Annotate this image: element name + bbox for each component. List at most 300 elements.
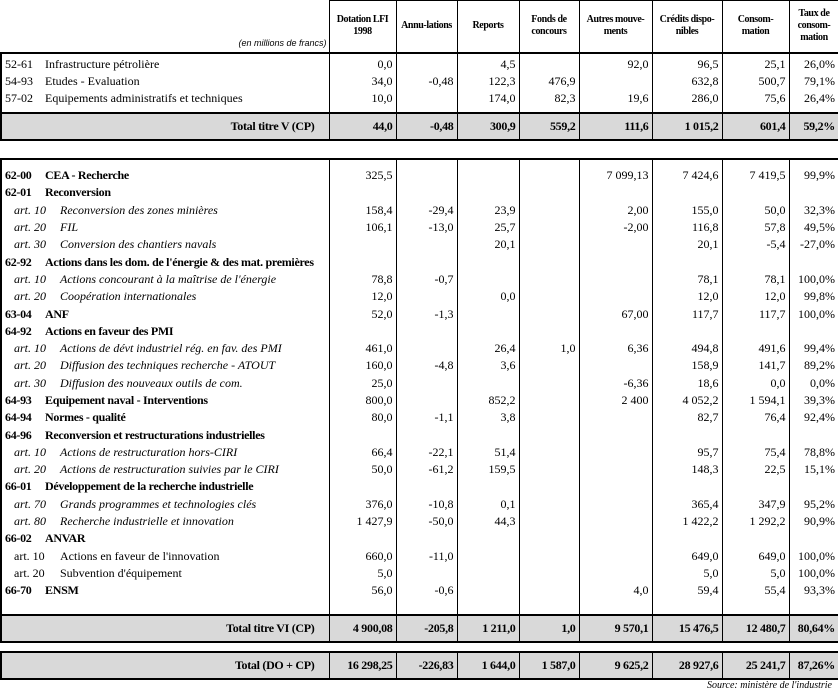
value-cell: 4 052,2 bbox=[652, 392, 722, 409]
value-cell bbox=[329, 184, 396, 201]
value-cell bbox=[722, 184, 789, 201]
value-cell: -11,0 bbox=[396, 548, 457, 565]
value-cell bbox=[579, 565, 652, 582]
value-cell bbox=[722, 253, 789, 270]
table-row bbox=[1, 90, 838, 107]
value-cell: -0,48 bbox=[396, 73, 457, 90]
row-code: 64-94 bbox=[5, 410, 32, 425]
value-cell: 22,5 bbox=[722, 461, 789, 478]
value-cell: -5,4 bbox=[722, 236, 789, 253]
value-cell bbox=[396, 90, 457, 107]
table-row bbox=[1, 271, 838, 288]
value-cell: 50,0 bbox=[329, 461, 396, 478]
row-title: Actions en faveur de l'innovation bbox=[60, 548, 220, 563]
value-cell: 15,1% bbox=[789, 461, 838, 478]
value-cell bbox=[789, 426, 838, 443]
value-cell: 18,6 bbox=[652, 375, 722, 392]
row-title: Equipements administratifs et techniques bbox=[45, 90, 243, 105]
value-cell: 89,2% bbox=[789, 357, 838, 374]
row-label bbox=[1, 513, 329, 530]
value-cell bbox=[789, 478, 838, 495]
row-label bbox=[1, 90, 329, 107]
spacer-row bbox=[1, 159, 838, 167]
value-cell: 78,1 bbox=[652, 271, 722, 288]
row-label bbox=[1, 444, 329, 461]
empty-cell bbox=[789, 599, 838, 615]
table-row bbox=[1, 288, 838, 305]
value-cell: 78,8 bbox=[329, 271, 396, 288]
value-cell: -13,0 bbox=[396, 219, 457, 236]
row-title: ANF bbox=[45, 306, 69, 321]
value-cell: 39,3% bbox=[789, 392, 838, 409]
row-label bbox=[1, 167, 329, 184]
titre-v-table bbox=[0, 0, 838, 141]
value-cell: 100,0% bbox=[789, 565, 838, 582]
value-cell: 5,0 bbox=[722, 565, 789, 582]
table-row bbox=[1, 444, 838, 461]
row-label bbox=[1, 392, 329, 409]
unit-note: (en millions de francs) bbox=[1, 1, 329, 53]
value-cell bbox=[396, 323, 457, 340]
value-cell: 10,0 bbox=[329, 90, 396, 107]
value-cell bbox=[329, 478, 396, 495]
value-cell bbox=[579, 73, 652, 90]
value-cell bbox=[396, 392, 457, 409]
row-label bbox=[1, 73, 329, 90]
value-cell: 491,6 bbox=[722, 340, 789, 357]
value-cell: 67,00 bbox=[579, 305, 652, 322]
empty-cell bbox=[457, 159, 519, 167]
empty-cell bbox=[579, 159, 652, 167]
value-cell: 100,0% bbox=[789, 305, 838, 322]
value-cell bbox=[396, 565, 457, 582]
value-cell bbox=[652, 184, 722, 201]
table-row bbox=[1, 513, 838, 530]
value-cell bbox=[519, 375, 579, 392]
value-cell bbox=[457, 565, 519, 582]
row-title: Reconversion bbox=[45, 185, 111, 200]
value-cell bbox=[329, 236, 396, 253]
value-cell: 51,4 bbox=[457, 444, 519, 461]
total-value: 12 480,7 bbox=[722, 615, 789, 642]
value-cell bbox=[457, 478, 519, 495]
value-cell: 0,0 bbox=[457, 288, 519, 305]
value-cell: -29,4 bbox=[396, 202, 457, 219]
row-title: CEA - Recherche bbox=[45, 168, 129, 183]
value-cell bbox=[519, 253, 579, 270]
row-title: Etudes - Evaluation bbox=[45, 73, 140, 88]
value-cell bbox=[579, 530, 652, 547]
value-cell: -4,8 bbox=[396, 357, 457, 374]
row-code: art. 30 bbox=[14, 375, 47, 390]
value-cell bbox=[457, 271, 519, 288]
row-code: 66-70 bbox=[5, 583, 32, 598]
value-cell: 649,0 bbox=[722, 548, 789, 565]
value-cell: 116,8 bbox=[652, 219, 722, 236]
value-cell: 1 427,9 bbox=[329, 513, 396, 530]
total-label: Total titre V (CP) bbox=[1, 113, 329, 140]
row-title: Normes - qualité bbox=[45, 410, 126, 425]
value-cell bbox=[329, 323, 396, 340]
value-cell bbox=[579, 496, 652, 513]
column-headers bbox=[1, 1, 838, 53]
row-label bbox=[1, 253, 329, 270]
total-value: 28 927,6 bbox=[652, 652, 722, 679]
col-autres-mouvements: Autres mouve-ments bbox=[579, 1, 652, 53]
row-code: 54-93 bbox=[5, 73, 33, 88]
table-row bbox=[1, 305, 838, 322]
total-value: 25 241,7 bbox=[722, 652, 789, 679]
col-fonds-concours: Fonds de concours bbox=[519, 1, 579, 53]
row-label bbox=[1, 478, 329, 495]
value-cell: 12,0 bbox=[722, 288, 789, 305]
value-cell: 76,4 bbox=[722, 409, 789, 426]
value-cell: 82,7 bbox=[652, 409, 722, 426]
value-cell: 75,4 bbox=[722, 444, 789, 461]
value-cell: 2,00 bbox=[579, 202, 652, 219]
value-cell: 649,0 bbox=[652, 548, 722, 565]
value-cell: -6,36 bbox=[579, 375, 652, 392]
value-cell bbox=[519, 202, 579, 219]
empty-cell bbox=[789, 159, 838, 167]
table-row bbox=[1, 426, 838, 443]
total-value: 4 900,08 bbox=[329, 615, 396, 642]
value-cell: 4,0 bbox=[579, 582, 652, 599]
row-code: 64-92 bbox=[5, 323, 32, 338]
value-cell bbox=[519, 513, 579, 530]
value-cell: -22,1 bbox=[396, 444, 457, 461]
value-cell bbox=[519, 184, 579, 201]
row-code: art. 80 bbox=[14, 514, 47, 529]
row-title: Actions de dévt industriel rég. en fav. des PMI bbox=[60, 341, 282, 356]
value-cell bbox=[329, 530, 396, 547]
row-code: art. 30 bbox=[14, 237, 47, 252]
empty-cell bbox=[722, 159, 789, 167]
row-code: art. 10 bbox=[14, 548, 45, 563]
value-cell: -0,7 bbox=[396, 271, 457, 288]
row-label bbox=[1, 271, 329, 288]
value-cell bbox=[457, 305, 519, 322]
row-title: Conversion des chantiers navals bbox=[60, 237, 217, 252]
total-label: Total (DO + CP) bbox=[1, 652, 329, 679]
total-value: 80,64% bbox=[789, 615, 838, 642]
value-cell: 3,8 bbox=[457, 409, 519, 426]
table-row bbox=[1, 375, 838, 392]
row-title: ANVAR bbox=[45, 531, 86, 546]
total-value: 87,26% bbox=[789, 652, 838, 679]
row-title: Coopération internationales bbox=[60, 289, 197, 304]
row-title: Infrastructure pétrolière bbox=[45, 56, 160, 71]
value-cell bbox=[789, 184, 838, 201]
value-cell: 4,5 bbox=[457, 56, 519, 73]
value-cell: 1,0 bbox=[519, 340, 579, 357]
value-cell bbox=[396, 426, 457, 443]
value-cell: 286,0 bbox=[652, 90, 722, 107]
value-cell: -61,2 bbox=[396, 461, 457, 478]
total-value: 300,9 bbox=[457, 113, 519, 140]
row-code: 57-02 bbox=[5, 90, 33, 105]
row-code: 52-61 bbox=[5, 56, 33, 71]
row-label bbox=[1, 340, 329, 357]
value-cell bbox=[519, 565, 579, 582]
col-credits-disponibles: Crédits dispo-nibles bbox=[652, 1, 722, 53]
value-cell bbox=[457, 426, 519, 443]
value-cell: 82,3 bbox=[519, 90, 579, 107]
value-cell bbox=[519, 582, 579, 599]
value-cell: 158,4 bbox=[329, 202, 396, 219]
col-annulations: Annu-lations bbox=[396, 1, 457, 53]
value-cell: 78,1 bbox=[722, 271, 789, 288]
value-cell bbox=[519, 236, 579, 253]
value-cell: 494,8 bbox=[652, 340, 722, 357]
table-row bbox=[1, 340, 838, 357]
row-label bbox=[1, 530, 329, 547]
value-cell bbox=[396, 530, 457, 547]
table-row bbox=[1, 323, 838, 340]
table-row bbox=[1, 548, 838, 565]
empty-cell bbox=[396, 159, 457, 167]
grand-total-row bbox=[1, 652, 838, 679]
value-cell: 59,4 bbox=[652, 582, 722, 599]
value-cell: -50,0 bbox=[396, 513, 457, 530]
value-cell bbox=[329, 426, 396, 443]
row-title: Reconversion des zones minières bbox=[60, 202, 218, 217]
value-cell: 92,4% bbox=[789, 409, 838, 426]
empty-cell bbox=[519, 159, 579, 167]
total-value: 9 625,2 bbox=[579, 652, 652, 679]
empty-cell bbox=[1, 599, 329, 615]
value-cell bbox=[457, 184, 519, 201]
value-cell: -2,00 bbox=[579, 219, 652, 236]
row-code: 66-01 bbox=[5, 479, 32, 494]
table-row bbox=[1, 392, 838, 409]
empty-cell bbox=[329, 159, 396, 167]
value-cell: 325,5 bbox=[329, 167, 396, 184]
value-cell: 0,0% bbox=[789, 375, 838, 392]
titre-vi-table bbox=[0, 158, 838, 643]
value-cell: 1 422,2 bbox=[652, 513, 722, 530]
value-cell bbox=[722, 478, 789, 495]
value-cell: 100,0% bbox=[789, 548, 838, 565]
value-cell bbox=[652, 478, 722, 495]
value-cell bbox=[457, 375, 519, 392]
value-cell bbox=[396, 167, 457, 184]
empty-cell bbox=[329, 599, 396, 615]
row-title: Subvention d'équipement bbox=[60, 565, 182, 580]
total-value: 1 587,0 bbox=[519, 652, 579, 679]
row-label bbox=[1, 236, 329, 253]
value-cell bbox=[579, 461, 652, 478]
value-cell bbox=[396, 375, 457, 392]
value-cell bbox=[457, 167, 519, 184]
row-title: Recherche industrielle et innovation bbox=[60, 514, 234, 529]
row-code: art. 10 bbox=[14, 341, 47, 356]
value-cell bbox=[519, 496, 579, 513]
value-cell bbox=[789, 323, 838, 340]
row-code: 64-93 bbox=[5, 393, 32, 407]
table-row bbox=[1, 184, 838, 201]
value-cell bbox=[579, 513, 652, 530]
value-cell: 50,0 bbox=[722, 202, 789, 219]
value-cell: -1,3 bbox=[396, 305, 457, 322]
value-cell bbox=[579, 271, 652, 288]
value-cell: 5,0 bbox=[329, 565, 396, 582]
row-code: art. 20 bbox=[14, 289, 47, 304]
row-code: art. 20 bbox=[14, 462, 47, 477]
value-cell: 1 292,2 bbox=[722, 513, 789, 530]
value-cell: 52,0 bbox=[329, 305, 396, 322]
total-value: 15 476,5 bbox=[652, 615, 722, 642]
value-cell bbox=[722, 323, 789, 340]
value-cell bbox=[579, 253, 652, 270]
table-row bbox=[1, 167, 838, 184]
empty-cell bbox=[457, 599, 519, 615]
row-label bbox=[1, 323, 329, 340]
row-code: 62-01 bbox=[5, 185, 32, 200]
value-cell bbox=[579, 444, 652, 461]
value-cell: 66,4 bbox=[329, 444, 396, 461]
value-cell: 160,0 bbox=[329, 357, 396, 374]
value-cell bbox=[457, 530, 519, 547]
row-label bbox=[1, 288, 329, 305]
value-cell: -0,6 bbox=[396, 582, 457, 599]
table-row bbox=[1, 496, 838, 513]
value-cell bbox=[652, 323, 722, 340]
value-cell: 174,0 bbox=[457, 90, 519, 107]
total-value: 44,0 bbox=[329, 113, 396, 140]
value-cell bbox=[519, 271, 579, 288]
value-cell: 155,0 bbox=[652, 202, 722, 219]
value-cell: -1,1 bbox=[396, 409, 457, 426]
row-title: Diffusion des techniques recherche - ATOUT bbox=[60, 358, 276, 373]
value-cell bbox=[789, 253, 838, 270]
value-cell: -27,0% bbox=[789, 236, 838, 253]
value-cell: 376,0 bbox=[329, 496, 396, 513]
value-cell bbox=[519, 305, 579, 322]
value-cell bbox=[579, 357, 652, 374]
total-value: 1 015,2 bbox=[652, 113, 722, 140]
value-cell: 78,8% bbox=[789, 444, 838, 461]
value-cell: 19,6 bbox=[579, 90, 652, 107]
value-cell: 95,2% bbox=[789, 496, 838, 513]
row-code: art. 20 bbox=[14, 358, 47, 373]
value-cell: 92,0 bbox=[579, 56, 652, 73]
source-note: Source: ministère de l'industrie bbox=[707, 680, 832, 691]
table-row bbox=[1, 219, 838, 236]
row-title: ENSM bbox=[45, 583, 79, 598]
value-cell: 365,4 bbox=[652, 496, 722, 513]
value-cell: 660,0 bbox=[329, 548, 396, 565]
row-title: Actions de restructuration hors-CIRI bbox=[60, 444, 238, 459]
value-cell bbox=[396, 236, 457, 253]
total-value: 1,0 bbox=[519, 615, 579, 642]
value-cell: 44,3 bbox=[457, 513, 519, 530]
table-row bbox=[1, 56, 838, 73]
table-row bbox=[1, 73, 838, 90]
value-cell: -10,8 bbox=[396, 496, 457, 513]
row-label bbox=[1, 582, 329, 599]
total-titre-v-row bbox=[1, 113, 838, 140]
total-value: 59,2% bbox=[789, 113, 838, 140]
value-cell: 99,4% bbox=[789, 340, 838, 357]
value-cell bbox=[396, 288, 457, 305]
total-value: -226,83 bbox=[396, 652, 457, 679]
value-cell: 20,1 bbox=[457, 236, 519, 253]
total-value: 111,6 bbox=[579, 113, 652, 140]
value-cell bbox=[722, 426, 789, 443]
value-cell: 95,7 bbox=[652, 444, 722, 461]
total-value: 9 570,1 bbox=[579, 615, 652, 642]
value-cell: 12,0 bbox=[329, 288, 396, 305]
value-cell: 3,6 bbox=[457, 357, 519, 374]
total-value: -205,8 bbox=[396, 615, 457, 642]
value-cell: 0,1 bbox=[457, 496, 519, 513]
row-title: Grands programmes et technologies clés bbox=[60, 496, 257, 511]
value-cell bbox=[519, 409, 579, 426]
value-cell: 55,4 bbox=[722, 582, 789, 599]
value-cell: 25,7 bbox=[457, 219, 519, 236]
value-cell: 99,8% bbox=[789, 288, 838, 305]
col-dotation: Dotation LFI 1998 bbox=[329, 1, 396, 53]
value-cell: 90,9% bbox=[789, 513, 838, 530]
value-cell bbox=[579, 548, 652, 565]
row-label bbox=[1, 565, 329, 582]
table-row bbox=[1, 236, 838, 253]
total-value: 1 644,0 bbox=[457, 652, 519, 679]
row-title: Actions en faveur des PMI bbox=[45, 323, 174, 338]
row-label bbox=[1, 548, 329, 565]
empty-cell bbox=[1, 159, 329, 167]
value-cell: 25,0 bbox=[329, 375, 396, 392]
value-cell: 0,0 bbox=[329, 56, 396, 73]
value-cell: 12,0 bbox=[652, 288, 722, 305]
value-cell: 25,1 bbox=[722, 56, 789, 73]
table-row bbox=[1, 409, 838, 426]
value-cell: 852,2 bbox=[457, 392, 519, 409]
total-value: 1 211,0 bbox=[457, 615, 519, 642]
value-cell: 158,9 bbox=[652, 357, 722, 374]
total-value: -0,48 bbox=[396, 113, 457, 140]
grand-total-table bbox=[0, 651, 838, 680]
value-cell: 32,3% bbox=[789, 202, 838, 219]
value-cell: 461,0 bbox=[329, 340, 396, 357]
value-cell: 500,7 bbox=[722, 73, 789, 90]
value-cell: 23,9 bbox=[457, 202, 519, 219]
row-code: 62-92 bbox=[5, 254, 32, 269]
value-cell bbox=[722, 530, 789, 547]
empty-cell bbox=[722, 599, 789, 615]
value-cell bbox=[329, 253, 396, 270]
empty-cell bbox=[396, 599, 457, 615]
value-cell bbox=[519, 548, 579, 565]
value-cell: 122,3 bbox=[457, 73, 519, 90]
row-code: art. 10 bbox=[14, 271, 47, 286]
value-cell bbox=[519, 357, 579, 374]
value-cell: 117,7 bbox=[652, 305, 722, 322]
value-cell: 148,3 bbox=[652, 461, 722, 478]
value-cell: 632,8 bbox=[652, 73, 722, 90]
row-code: art. 20 bbox=[14, 565, 45, 580]
col-taux-consommation: Taux de consom-mation bbox=[789, 1, 838, 53]
total-value: 559,2 bbox=[519, 113, 579, 140]
value-cell bbox=[519, 167, 579, 184]
value-cell: 5,0 bbox=[652, 565, 722, 582]
row-label bbox=[1, 426, 329, 443]
row-label bbox=[1, 409, 329, 426]
value-cell bbox=[396, 253, 457, 270]
row-label bbox=[1, 219, 329, 236]
table-row bbox=[1, 202, 838, 219]
